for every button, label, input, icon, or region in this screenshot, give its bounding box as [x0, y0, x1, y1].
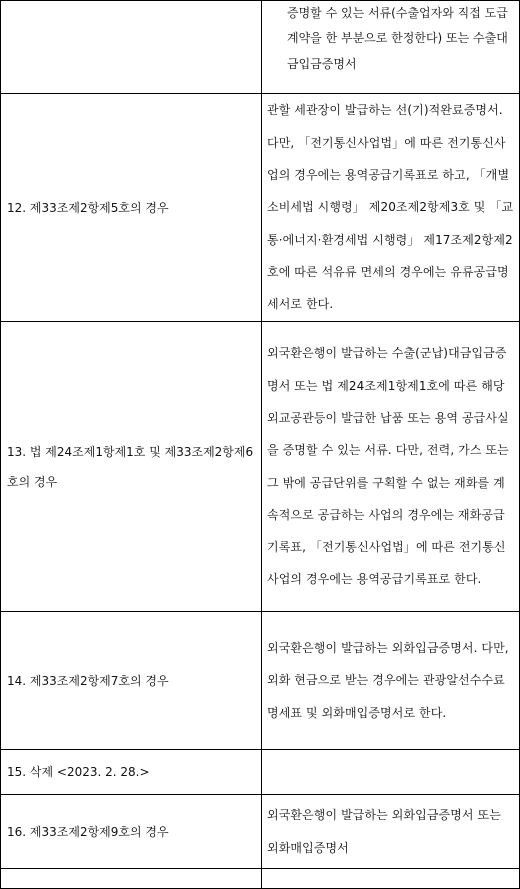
left-cell [1, 869, 262, 889]
right-cell [262, 869, 520, 889]
left-cell: 16. 제33조제2항제9호의 경우 [1, 795, 262, 869]
right-cell [262, 750, 520, 795]
right-cell: 외국환은행이 발급하는 외화입금증명서. 다만, 외화 현금으로 받는 경우에는 관광알선수수료명세표 및 외화매입증명서로 한다. [262, 612, 520, 750]
table-row [1, 795, 520, 869]
right-cell [262, 1, 520, 94]
table-row [1, 612, 520, 750]
left-cell: 14. 제33조제2항제7호의 경우 [1, 612, 262, 750]
cell-text: 증명할 수 있는 서류(수출업자와 직접 도급계약을 한 부분으로 한정한다) 또는 수출대금입금증명서 [287, 6, 508, 71]
table-row [1, 750, 520, 795]
table-row [1, 94, 520, 322]
table-row [1, 1, 520, 94]
right-cell: 관할 세관장이 발급하는 선(기)적완료증명서. 다만, 「전기통신사업법」에 따른 전기통신사업의 경우에는 용역공급기록표로 하고, 「개별소비세법 시행령」 제20조제2항제3호 및 「교통·에너지·환경세법 시행령」 제17조제2항제2호에 따른 석유류 면세의 경우에는 유류공급명세서로 한다. [262, 94, 520, 322]
left-cell: 13. 법 제24조제1항제1호 및 제33조제2항제6호의 경우 [1, 322, 262, 612]
table-row [1, 322, 520, 612]
right-cell: 외국환은행이 발급하는 수출(군납)대금입금증명서 또는 법 제24조제1항제1호에 따른 해당 외교공관등이 발급한 납품 또는 용역 공급사실을 증명할 수 있는 서류. 다만, 전력, 가스 또는 그 밖에 공급단위를 구획할 수 없는 재화를 계속적으로 공급하는 사업의 경우에는 재화공급기록표, 「전기통신사업법」에 따른 전기통신사업의 경우에는 용역공급기록표로 한다. [262, 322, 520, 612]
left-cell: 12. 제33조제2항제5호의 경우 [1, 94, 262, 322]
left-cell [1, 1, 262, 94]
left-cell: 15. 삭제 <2023. 2. 28.> [1, 750, 262, 795]
table-row [1, 869, 520, 889]
right-cell: 외국환은행이 발급하는 외화입금증명서 또는 외화매입증명서 [262, 795, 520, 869]
